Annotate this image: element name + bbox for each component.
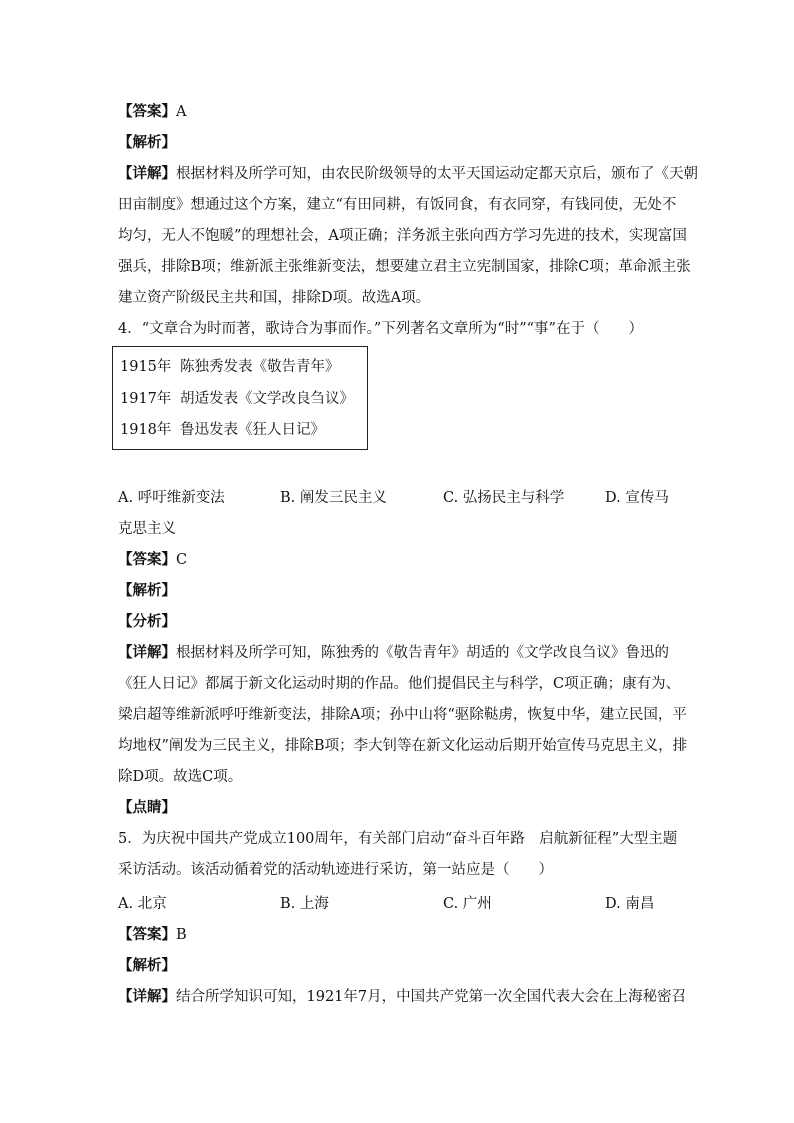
q4-detail-line-1: [118, 643, 669, 663]
table-year: 1915年: [120, 359, 172, 375]
q5-analysis-label: 【解析】: [118, 957, 176, 974]
q3-detail-line-4: 强兵，排除B项；维新派主张维新变法，想要建立君主立宪制国家，排除C项；革命派主张: [118, 259, 691, 275]
detail-label: 【详解】: [118, 165, 176, 182]
q4-detail-line-2: 《狂人日记》都属于新文化运动时期的作品。他们提倡民主与科学，C项正确；康有为、: [118, 676, 681, 692]
detail-label: 【详解】: [118, 988, 176, 1005]
table-year: 1917年: [120, 391, 172, 407]
q3-analysis-label: 【解析】: [118, 134, 176, 151]
q5-option-b: B. 上海: [280, 896, 329, 912]
q3-detail-line-2: 田亩制度》想通过这个方案，建立“有田同耕，有饭同食，有衣同穿，有钱同使，无处不: [118, 197, 677, 213]
answer-label: 【答案】: [118, 551, 176, 568]
q5-option-d: D. 南昌: [605, 896, 655, 912]
q5-option-c: C. 广州: [443, 896, 492, 912]
answer-value: C: [176, 552, 188, 568]
q4-detail-line-3: 梁启超等维新派呼吁维新变法，排除A项；孙中山将“驱除鞑虏，恢复中华，建立民国，平: [118, 707, 687, 723]
answer-value: B: [176, 927, 187, 943]
q3-detail-line-3: 均匀，无人不饱暖”的理想社会，A项正确；洋务派主张向西方学习先进的技术，实现富国: [118, 228, 687, 244]
q4-option-c: C. 弘扬民主与科学: [443, 490, 565, 506]
q5-stem-line-2: 采访活动。该活动循着党的活动轨迹进行采访，第一站应是（ ）: [118, 862, 553, 878]
q5-option-a: A. 北京: [118, 896, 167, 912]
table-year: 1918年: [120, 422, 172, 438]
q4-material-table: [112, 346, 368, 450]
detail-text: 根据材料及所学可知，陈独秀的《敬告青年》胡适的《文学改良刍议》鲁迅的: [176, 645, 669, 661]
table-row: [120, 420, 325, 440]
q4-analysis-label: 【解析】: [118, 582, 176, 599]
q4-detail-line-5: 除D项。故选C项。: [118, 769, 243, 785]
q4-option-b: B. 阐发三民主义: [280, 490, 387, 506]
table-event: 鲁迅发表《狂人日记》: [180, 422, 325, 438]
q4-option-a: A. 呼吁维新变法: [118, 490, 225, 506]
q5-answer: [118, 925, 187, 945]
table-row: [120, 389, 354, 409]
q5-stem-line-1: 5．为庆祝中国共产党成立100周年，有关部门启动“奋斗百年路 启航新征程”大型主题: [118, 831, 678, 847]
q4-fenxi-label: 【分析】: [118, 613, 176, 630]
q4-detail-line-4: 均地权”阐发为三民主义，排除B项；李大钊等在新文化运动后期开始宣传马克思主义，排: [118, 738, 688, 754]
q4-answer: [118, 550, 187, 570]
q3-detail-line-5: 建立资产阶级民主共和国，排除D项。故选A项。: [118, 290, 431, 306]
detail-label: 【详解】: [118, 644, 176, 661]
table-row: [120, 357, 340, 377]
answer-label: 【答案】: [118, 103, 176, 120]
q4-stem: 4．“文章合为时而著，歌诗合为事而作。”下列著名文章所为“时”“事”在于（ ）: [118, 321, 643, 337]
q5-detail-line-1: [118, 987, 686, 1007]
q3-answer: [118, 102, 186, 122]
table-event: 陈独秀发表《敬告青年》: [180, 359, 340, 375]
detail-text: 结合所学知识可知，1921年7月，中国共产党第一次全国代表大会在上海秘密召: [176, 989, 687, 1005]
answer-label: 【答案】: [118, 926, 176, 943]
q3-detail-line-1: [118, 164, 698, 184]
q4-option-d: D. 宣传马: [605, 490, 669, 506]
q4-dianjing-label: 【点睛】: [118, 799, 176, 816]
table-event: 胡适发表《文学改良刍议》: [180, 391, 354, 407]
q4-option-d-continued: 克思主义: [118, 521, 176, 537]
answer-value: A: [176, 104, 187, 120]
detail-text: 根据材料及所学可知，由农民阶级领导的太平天国运动定都天京后，颁布了《天朝: [176, 166, 698, 182]
